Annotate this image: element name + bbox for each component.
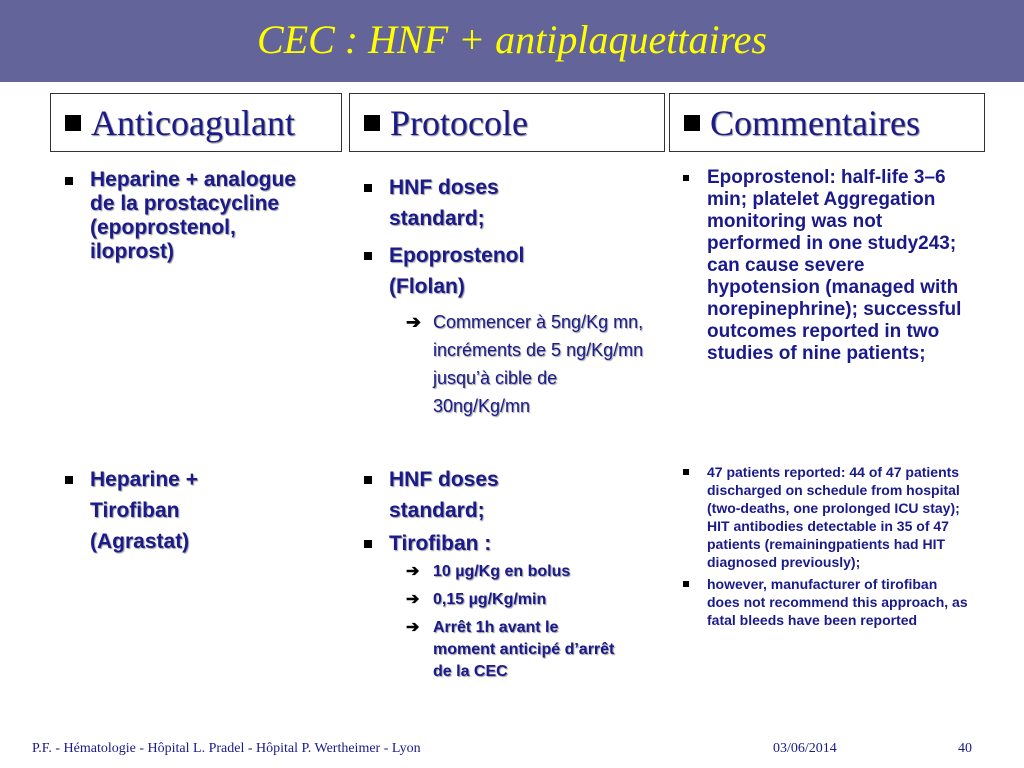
row2-protocole-sub-1: 10 µg/Kg en bolus	[433, 563, 571, 580]
header-commentaires	[669, 93, 985, 152]
header-anticoagulant	[50, 93, 342, 152]
row2-anticoagulant	[50, 464, 302, 557]
square-bullet-icon	[65, 476, 73, 484]
footer-source: P.F. - Hématologie - Hôpital L. Pradel - Hôpital P. Wertheimer - Lyon	[32, 741, 421, 756]
list-item	[349, 617, 665, 683]
list-item	[349, 528, 665, 559]
title-bar	[0, 0, 1024, 82]
arrow-right-icon: ➔	[406, 312, 422, 332]
row2-protocole-item-1: HNF doses standard;	[389, 468, 499, 522]
list-item	[349, 308, 665, 420]
row1-anticoagulant	[50, 168, 302, 264]
arrow-right-icon: ➔	[406, 619, 420, 636]
square-bullet-icon	[683, 175, 689, 181]
row2-protocole-sub-3: Arrêt 1h avant le moment anticipé d’arrêt de la CEC	[433, 619, 615, 680]
header-protocole	[349, 93, 665, 152]
list-item	[349, 589, 665, 611]
row2-anticoagulant-text: Heparine + Tirofiban (Agrastat)	[90, 468, 198, 553]
header-commentaires-label: Commentaires	[710, 102, 920, 143]
row1-protocole-item-2: Epoprostenol (Flolan)	[389, 244, 525, 298]
list-item	[349, 464, 665, 526]
footer-date: 03/06/2014	[773, 741, 837, 756]
list-item	[669, 167, 981, 365]
list-item	[349, 172, 665, 234]
arrow-right-icon: ➔	[406, 563, 420, 580]
row2-protocole	[349, 464, 665, 683]
square-bullet-icon	[364, 252, 372, 260]
list-item	[50, 464, 302, 557]
row1-anticoagulant-text: Heparine + analogue de la prostacycline (epoprostenol, iloprost)	[90, 168, 296, 263]
list-item	[349, 561, 665, 583]
row1-protocole	[349, 172, 665, 420]
square-bullet-icon	[65, 177, 73, 185]
square-bullet-icon	[364, 184, 372, 192]
row2-commentaire-1: 47 patients reported: 44 of 47 patients discharged on schedule from hospital (two-deaths, one prolonged ICU stay); HIT antibodies detectable in 35 of 47 patients (remainingpatients had HIT diagnosed previously);	[707, 464, 960, 570]
square-bullet-icon	[364, 540, 372, 548]
row2-commentaire-2: however, manufacturer of tirofiban does not recommend this approach, as fatal bleeds have been reported	[707, 576, 968, 628]
list-item	[50, 168, 302, 264]
square-bullet-icon	[65, 115, 81, 131]
arrow-right-icon: ➔	[406, 591, 420, 608]
row1-protocole-item-1: HNF doses standard;	[389, 176, 499, 230]
slide-title: CEC : HNF + antiplaquettaires	[257, 16, 767, 62]
footer-page-number: 40	[958, 741, 972, 756]
header-anticoagulant-label: Anticoagulant	[91, 102, 295, 143]
list-item	[669, 575, 969, 629]
row1-commentaires	[669, 167, 981, 365]
square-bullet-icon	[364, 115, 380, 131]
row2-commentaires	[669, 463, 969, 629]
row2-protocole-item-2: Tirofiban :	[389, 532, 492, 555]
list-item	[349, 240, 665, 302]
header-protocole-label: Protocole	[390, 102, 528, 143]
row2-protocole-sub-2: 0,15 µg/Kg/min	[433, 591, 547, 608]
square-bullet-icon	[683, 469, 689, 475]
row1-protocole-sub: Commencer à 5ng/Kg mn, incréments de 5 ng/Kg/mn jusqu’à cible de 30ng/Kg/mn	[433, 312, 644, 416]
row1-commentaire-text: Epoprostenol: half-life 3–6 min; platelet Aggregation monitoring was not performed in one study243; can cause severe hypotension (managed with norepinephrine); successful outcomes reported in two studies of nine patients;	[707, 167, 962, 364]
list-item	[669, 463, 969, 571]
square-bullet-icon	[683, 581, 689, 587]
square-bullet-icon	[364, 476, 372, 484]
square-bullet-icon	[684, 115, 700, 131]
